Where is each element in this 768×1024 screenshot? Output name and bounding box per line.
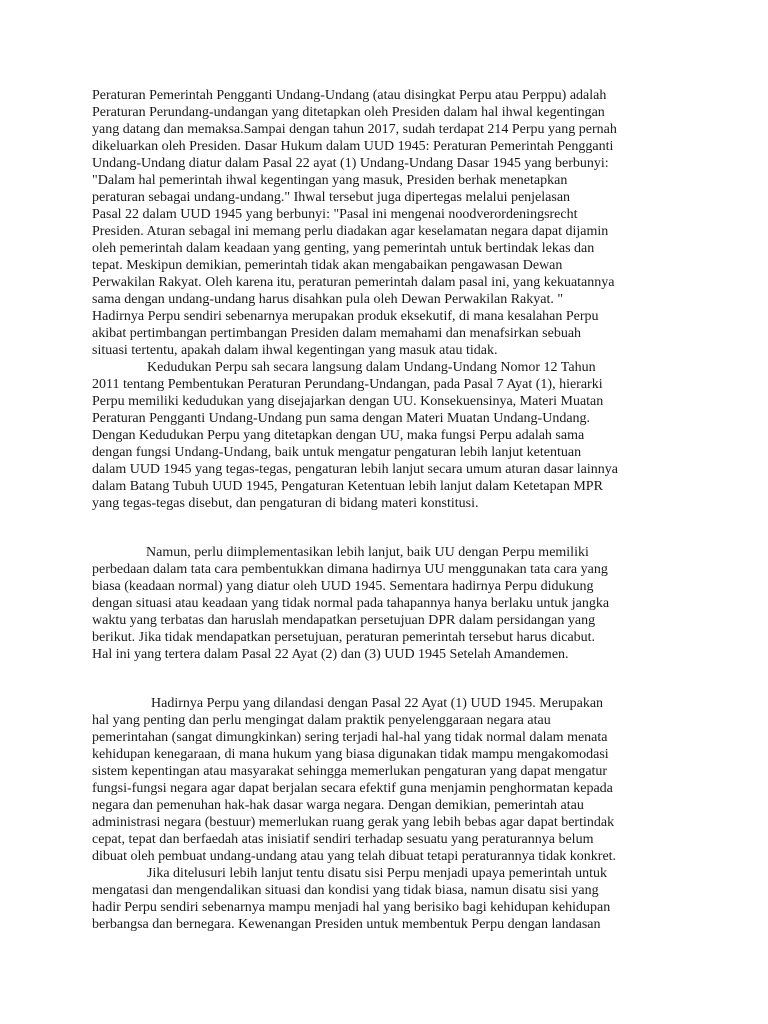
text-line: Perwakilan Rakyat. Oleh karena itu, peraturan pemerintah dalam pasal ini, yang kekuatannya (92, 275, 615, 290)
text-line: oleh pemerintah dalam keadaan yang genting, yang pemerintah untuk bertindak lekas dan (92, 241, 595, 256)
text-line: akibat pertimbangan pertimbangan Presiden dalam memahami dan menafsirkan sebuah (92, 326, 582, 341)
text-line: sistem kepentingan atau masyarakat sehingga memerlukan pengaturan yang dapat mengatur (92, 764, 608, 779)
text-line: Namun, perlu diimplementasikan lebih lanjut, baik UU dengan Perpu memiliki (146, 545, 589, 560)
text-line: Kedudukan Perpu sah secara langsung dalam Undang-Undang Nomor 12 Tahun (147, 360, 596, 375)
text-line: biasa (keadaan normal) yang diatur oleh UUD 1945. Sementara hadirnya Perpu didukung (92, 579, 594, 594)
text-line: administrasi negara (bestuur) memerlukan ruang gerak yang lebih bebas agar dapat bertindak (92, 815, 615, 830)
text-line: waktu yang terbatas dan haruslah mendapatkan persetujuan DPR dalam persidangan yang (92, 613, 596, 628)
text-line: cepat, tepat dan berfaedah atas inisiatif sendiri terhadap sesuatu yang peraturannya belum (92, 832, 594, 847)
text-line: berikut. Jika tidak mendapatkan persetujuan, peraturan pemerintah tersebut harus dicabut. (92, 630, 596, 645)
text-line: yang tegas-tegas disebut, dan pengaturan di bidang materi konstitusi. (92, 496, 479, 511)
text-line: negara dan pemenuhan hak-hak dasar warga negara. Dengan demikian, pemerintah atau (92, 798, 584, 813)
text-line: tepat. Meskipun demikian, pemerintah tidak akan mengabaikan pengawasan Dewan (92, 258, 563, 273)
text-line: hal yang penting dan perlu mengingat dalam praktik penyelenggaraan negara atau (92, 713, 551, 728)
text-line: dalam Batang Tubuh UUD 1945, Pengaturan Ketentuan lebih lanjut dalam Ketetapan MPR (92, 479, 603, 494)
text-line: pemerintahan (sangat dimungkinkan) sering terjadi hal-hal yang tidak normal dalam menata (92, 730, 608, 745)
text-line: dengan situasi atau keadaan yang tidak normal pada tahapannya hanya berlaku untuk jangka (92, 596, 610, 611)
text-line: Jika ditelusuri lebih lanjut tentu disatu sisi Perpu menjadi upaya pemerintah untuk (147, 866, 607, 881)
text-line: perbedaan dalam tata cara pembentukkan dimana hadirnya UU menggunakan tata cara yang (92, 562, 608, 577)
text-line: sama dengan undang-undang harus disahkan pula oleh Dewan Perwakilan Rakyat. " (92, 292, 564, 307)
text-line: hadir Perpu sendiri sebenarnya mampu menjadi hal yang berisiko bagi kehidupan kehidupan (92, 900, 611, 915)
text-line: dibuat oleh pembuat undang-undang atau yang telah dibuat tetapi peraturannya tidak konkret. (92, 849, 617, 864)
text-line: Hal ini yang tertera dalam Pasal 22 Ayat (2) dan (3) UUD 1945 Setelah Amandemen. (92, 647, 569, 662)
text-line: Perpu memiliki kedudukan yang disejajarkan dengan UU. Konsekuensinya, Materi Muatan (92, 394, 604, 409)
text-line: "Dalam hal pemerintah ihwal kegentingan yang masuk, Presiden berhak menetapkan (92, 173, 568, 188)
text-line: Pasal 22 dalam UUD 1945 yang berbunyi: "Pasal ini mengenai noodverordeningsrecht (92, 207, 578, 222)
text-line: Dengan Kedudukan Perpu yang ditetapkan dengan UU, maka fungsi Perpu adalah sama (92, 428, 585, 443)
text-line: dikeluarkan oleh Presiden. Dasar Hukum dalam UUD 1945: Peraturan Pemerintah Pengganti (92, 139, 614, 154)
text-line: Peraturan Perundang-undangan yang ditetapkan oleh Presiden dalam hal ihwal kegentingan (92, 105, 605, 120)
text-line: Presiden. Aturan sebagal ini memang perlu diadakan agar keselamatan negara dapat dijamin (92, 224, 609, 239)
text-line: fungsi-fungsi negara agar dapat berjalan secara efektif guna menjamin penghormatan kepada (92, 781, 613, 796)
text-line: Hadirnya Perpu sendiri sebenarnya merupakan produk eksekutif, di mana kesalahan Perpu (92, 309, 599, 324)
text-line: yang datang dan memaksa.Sampai dengan tahun 2017, sudah terdapat 214 Perpu yang pernah (92, 122, 617, 137)
text-line: 2011 tentang Pembentukan Peraturan Perundang-Undangan, pada Pasal 7 Ayat (1), hierarki (92, 377, 603, 392)
text-line: Peraturan Pengganti Undang-Undang pun sama dengan Materi Muatan Undang-Undang. (92, 411, 591, 426)
text-line: berbangsa dan bernegara. Kewenangan Presiden untuk membentuk Perpu dengan landasan (92, 917, 601, 932)
text-line: situasi tertentu, apakah dalam ihwal kegentingan yang masuk atau tidak. (92, 343, 498, 358)
text-line: mengatasi dan mengendalikan situasi dan kondisi yang tidak biasa, namun disatu sisi yang (92, 883, 599, 898)
text-line: peraturan sebagai undang-undang." Ihwal tersebut juga dipertegas melalui penjelasan (92, 190, 571, 205)
text-line: kehidupan kenegaraan, di mana hukum yang biasa digunakan tidak mampu mengakomodasi (92, 747, 609, 762)
text-line: dengan fungsi Undang-Undang, baik untuk mengatur pengaturan lebih lanjut ketentuan (92, 445, 582, 460)
text-line: Peraturan Pemerintah Pengganti Undang-Undang (atau disingkat Perpu atau Perppu) adalah (92, 88, 607, 103)
text-line: Hadirnya Perpu yang dilandasi dengan Pasal 22 Ayat (1) UUD 1945. Merupakan (151, 696, 604, 711)
text-line: Undang-Undang diatur dalam Pasal 22 ayat (1) Undang-Undang Dasar 1945 yang berbunyi: (92, 156, 609, 171)
text-line: dalam UUD 1945 yang tegas-tegas, pengaturan lebih lanjut secara umum aturan dasar lainnya (92, 462, 618, 477)
